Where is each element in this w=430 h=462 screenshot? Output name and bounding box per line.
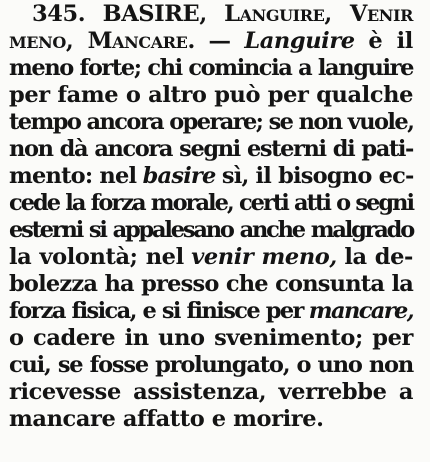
entry-line-14: cui, se fosse prolungato, o uno non [9,352,413,378]
entry-synonyms-1: Languire, Venir [224,1,413,27]
entry-line-6: non dà ancora segni esterni di pati- [9,136,413,162]
entry-term-basire: basire [142,163,216,189]
entry-term-mancare: mancare, [308,298,413,324]
entry-headword: BASIRE [102,1,200,27]
entry-line-7: mento: nel basire sì, il bisogno ec- [9,163,414,189]
entry-term-languire: Languire [244,28,355,54]
entry-line-5: tempo ancora operare; se non vuole, [9,109,414,135]
entry-term-venir-meno: venir meno, [191,244,337,270]
entry-number: 345. [32,1,86,27]
entry-line-15: ricevesse assistenza, verrebbe a [9,379,413,405]
entry-line-9: esterni si appalesano anche malgrado [9,217,413,243]
entry-dash: — [208,28,231,54]
entry-line-11: bolezza ha presso che consunta la [9,271,413,297]
entry-line-16: mancare affatto e morire. [9,406,324,432]
entry-synonyms-2: meno, Mancare. [9,28,195,54]
entry-line-8: cede la forza morale, certi atti o segni [9,190,413,216]
entry-line-1: 345. BASIRE, Languire, Venir [32,1,413,27]
entry-line-3: meno forte; chi comincia a languire [9,55,413,81]
entry-line-2: meno, Mancare. — Languire è il [9,28,413,54]
entry-line-13: o cadere in uno svenimento; per [9,325,413,351]
entry-line-4: per fame o altro può per qualche [9,82,413,108]
entry-line-10: la volontà; nel venir meno, la de- [9,244,413,270]
entry-line-12: forza fisica, e si finisce per mancare, [9,298,413,324]
